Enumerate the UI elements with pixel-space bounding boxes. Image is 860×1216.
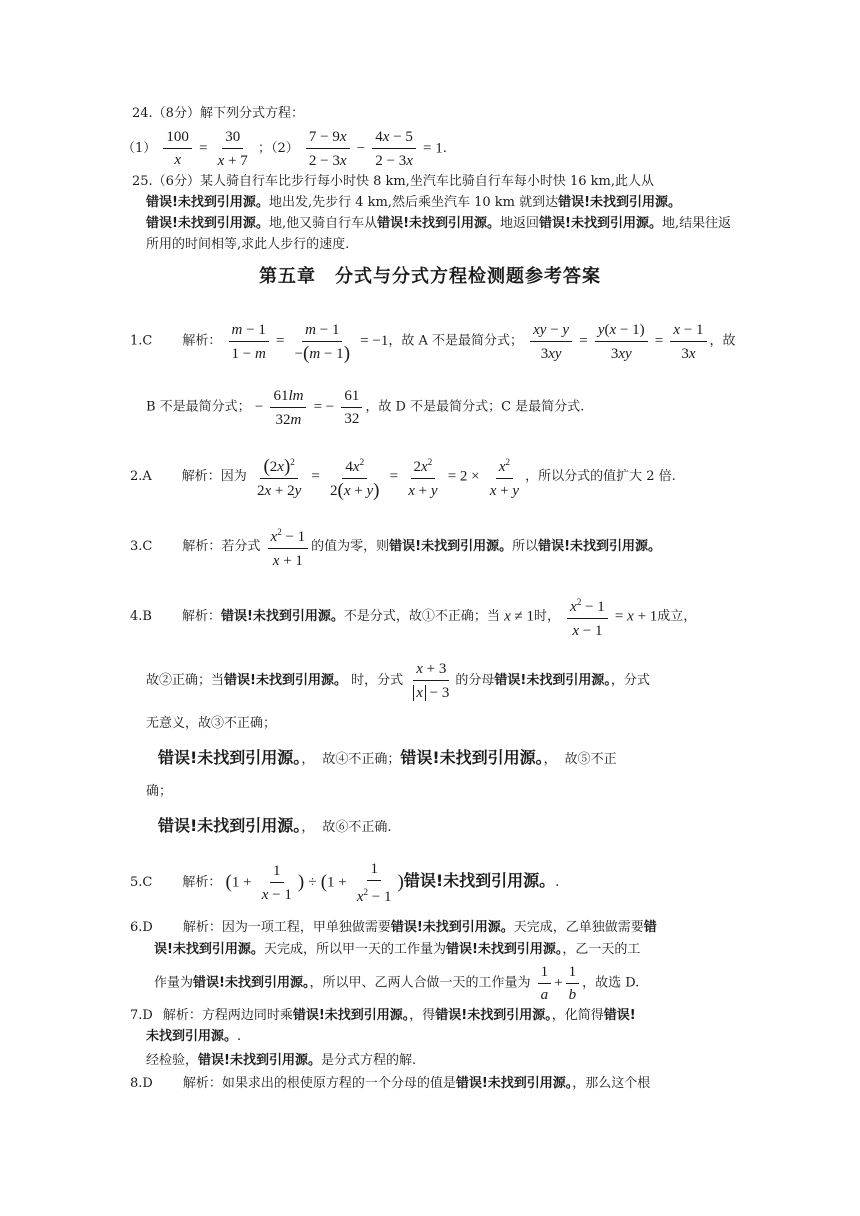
answer-7-line1: 7.D 解析：方程两边同时乘错误!未找到引用源。，得错误!未找到引用源。，化简得错误! xyxy=(130,1008,636,1023)
question-25-line3: 错误!未找到引用源。地,他又骑自行车从错误!未找到引用源。地返回错误!未找到引用源。地,结果往返 xyxy=(146,216,732,231)
answer-4-line5: 确； xyxy=(146,784,173,799)
question-25-line4: 所用的时间相等,求此人步行的速度. xyxy=(146,237,350,252)
answer-4-line3: 无意义，故③不正确； xyxy=(146,716,277,731)
answer-section-title: 第五章 分式与分式方程检测题参考答案 xyxy=(259,266,601,287)
answer-2: 2.A 解析：因为 $\frac{(2x)^2}{2x + 2y}$ = $\frac{4x^2}{2(x + y)}$ = $\frac{2x^2}{x + y}$ = 2 × $\frac{x^2}{x + y}$ ，所以分式的值扩大 2 倍. xyxy=(130,452,676,501)
answer-3: 3.C 解析：若分式 $\frac{x^2 - 1}{x + 1}$ 的值为零，则错误!未找到引用源。所以错误!未找到引用源。 xyxy=(130,522,661,571)
question-24-equations: （1） $\frac{100}{x}$ = $\frac{30}{x + 7}$ ；（2） $\frac{7 - 9x}{2 - 3x}$ − $\frac{4x - 5}{2 - 3x}$ = 1. xyxy=(122,126,447,171)
answer-6-line2: 误!未找到引用源。天完成，所以甲一天的工作量为错误!未找到引用源。，乙一天的工 xyxy=(154,942,641,957)
answer-6-line3: 作量为错误!未找到引用源。，所以甲、乙两人合做一天的工作量为 $\frac{1}{a}$ + $\frac{1}{b}$ ，故选 D. xyxy=(154,963,640,1003)
answer-4-line1: 4.B 解析：错误!未找到引用源。不是分式，故①不正确；当 x ≠ 1时， $\frac{x^2 - 1}{x - 1}$ = x + 1成立， xyxy=(130,592,696,641)
answer-7-line2: 未找到引用源。. xyxy=(146,1029,242,1044)
answer-7-line3: 经检验，错误!未找到引用源。是分式方程的解. xyxy=(146,1053,417,1068)
answer-5: 5.C 解析： (1 + $\frac{1}{x - 1}$ ) ÷ (1 + $\frac{1}{x^2 - 1}$ )错误!未找到引用源。. xyxy=(130,860,560,905)
answer-8-line1: 8.D 解析：如果求出的根使原方程的一个分母的值是错误!未找到引用源。，那么这个根 xyxy=(130,1076,651,1091)
answer-6-line1: 6.D 解析：因为一项工程，甲单独做需要错误!未找到引用源。天完成，乙单独做需要错 xyxy=(130,920,657,935)
question-24-heading: 24.（8分）解下列分式方程： xyxy=(132,106,304,121)
answer-1-line2: B 不是最简分式； − $\frac{61lm}{32m}$ = − $\frac{61}{32}$ ，故 D 不是最简分式；C 是最简分式. xyxy=(146,384,584,431)
question-25-line1: 25.（6分）某人骑自行车比步行每小时快 8 km,坐汽车比骑自行车每小时快 16 km,此人从 xyxy=(132,174,654,189)
answer-4-line2: 故②正确；当错误!未找到引用源。 时，分式 $\frac{x + 3}{x - 3}$ 的分母错误!未找到引用源。，分式 xyxy=(146,658,650,704)
question-25-line2: 错误!未找到引用源。地出发,先步行 4 km,然后乘坐汽车 10 km 就到达错误!未找到引用源。 xyxy=(146,195,682,210)
answer-1-line1: 1.C 解析： $\frac{m - 1}{1 - m}$ = $\frac{m - 1}{-(m - 1)}$ = −1，故 A 不是最简分式； $\frac{xy - y}{3xy}$ = $\frac{y(x - 1)}{3xy}$ = $\frac{x - 1}{3x}$ ，故 xyxy=(130,318,736,365)
answer-4-line6: 错误!未找到引用源。， 故⑥不正确. xyxy=(158,816,392,835)
answer-4-line4: 错误!未找到引用源。， 故④不正确；错误!未找到引用源。， 故⑤不正 xyxy=(158,748,617,767)
